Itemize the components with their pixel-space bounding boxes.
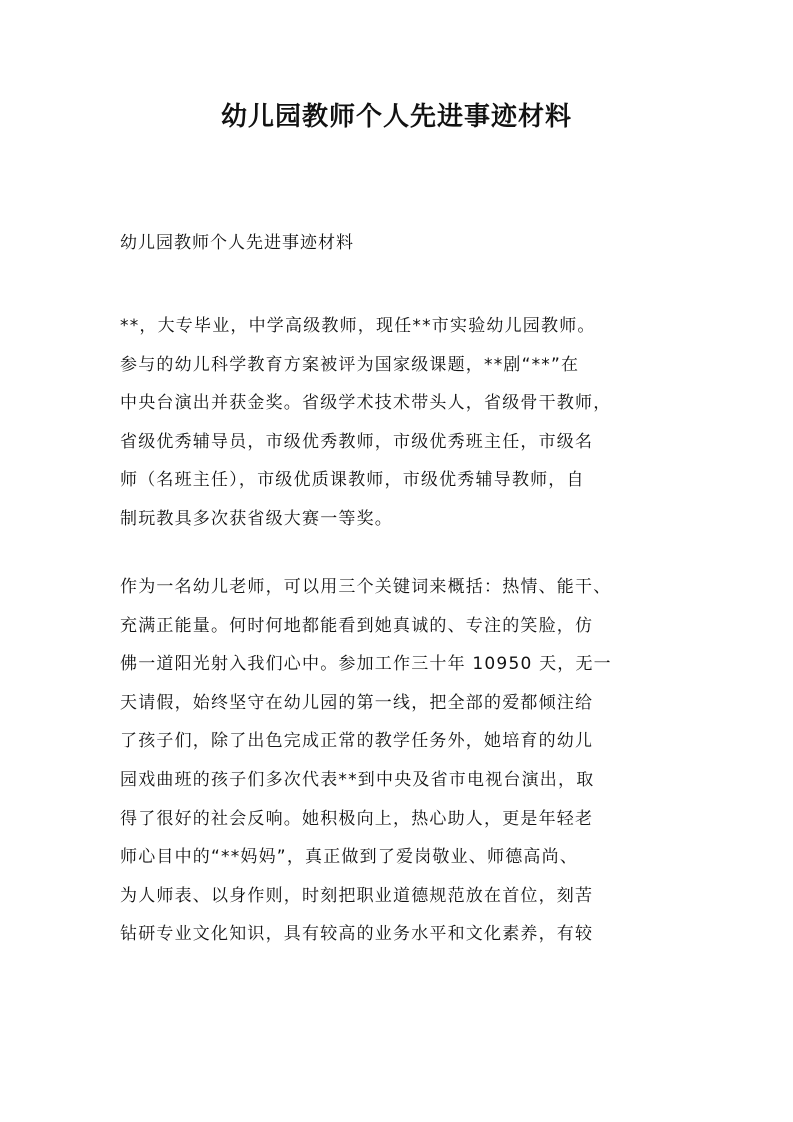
- paragraph-line: 师（名班主任），市级优质课教师，市级优秀辅导教师，自: [120, 470, 585, 491]
- paragraph-line: **，大专毕业，中学高级教师，现任**市实验幼儿园教师。: [120, 316, 596, 336]
- paragraph-line: 了孩子们，除了出色完成正常的教学任务外，她培育的幼儿: [120, 731, 594, 752]
- paragraph-line: 为人师表、以身作则，时刻把职业道德规范放在首位，刻苦: [120, 885, 594, 906]
- document-title: 幼儿园教师个人先进事迹材料: [220, 102, 572, 132]
- document-subtitle: 幼儿园教师个人先进事迹材料: [120, 233, 354, 253]
- paragraph-line: 中央台演出并获金奖。省级学术技术带头人，省级骨干教师，: [120, 393, 612, 414]
- paragraph-2: [120, 568, 680, 954]
- paragraph-1: [120, 307, 680, 539]
- paragraph-line: 充满正能量。何时何地都能看到她真诚的、专注的笑脸，仿: [120, 615, 594, 636]
- paragraph-line: 师心目中的“**妈妈”，真正做到了爱岗敬业、师德高尚、: [120, 847, 579, 868]
- paragraph-line: 园戏曲班的孩子们多次代表**到中央及省市电视台演出，取: [120, 769, 595, 790]
- paragraph-line: 得了很好的社会反响。她积极向上，热心助人，更是年轻老: [120, 808, 594, 829]
- paragraph-line: 参与的幼儿科学教育方案被评为国家级课题，**剧“**”在: [120, 354, 580, 375]
- paragraph-line: 作为一名幼儿老师，可以用三个关键词来概括：热情、能干、: [120, 577, 612, 597]
- paragraph-line: 钻研专业文化知识，具有较高的业务水平和文化素养，有较: [120, 924, 594, 945]
- paragraph-line: 天请假，始终坚守在幼儿园的第一线，把全部的爱都倾注给: [120, 692, 594, 713]
- paragraph-line: 制玩教具多次获省级大赛一等奖。: [120, 508, 393, 529]
- paragraph-line: 佛一道阳光射入我们心中。参加工作三十年 10950 天，无一: [120, 654, 612, 675]
- paragraph-line: 省级优秀辅导员，市级优秀教师，市级优秀班主任，市级名: [120, 431, 594, 452]
